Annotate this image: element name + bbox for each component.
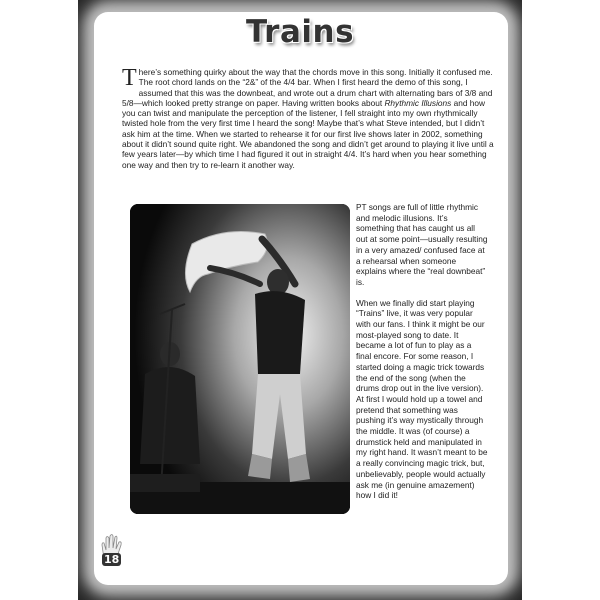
intro-text-start: here’s something quirky about the way that the chords move in this song. Initially it confused me. The root chord lands on the “2&” of the 4/4 bar. When I first heard the demo of this song, I assumed that this was the downbeat, and wrote out a drum chart with alternating bars of 3/8 and 5/8—which looked pretty strange on paper. Having written books about: [122, 67, 493, 108]
intro-paragraph: [122, 67, 496, 170]
drop-cap: T: [122, 65, 137, 91]
concert-photo: [130, 204, 350, 514]
book-title-italic: Rhythmic Illusions: [384, 97, 452, 108]
column-paragraph-2: When we finally did start playing “Trains” live, it was very popular with our fans. I think it might be our most-played song to date. It became a lot of fun to play as a final encore. For some reason, I started doing a magic trick towards the end of the song (when the drums drop out in the live version). At first I would hold up a towel and pretend that something was pushing it’s way mystically through the middle. It was (of course) a drumstick held and manipulated in my right hand. It wasn’t meant to be a really convincing magic trick, but, unbelievably, people would actually ask me (in genuine amazement) how I did it!: [356, 297, 488, 501]
page-number: 18: [104, 553, 120, 566]
book-page: [78, 0, 522, 600]
column-paragraph-1: PT songs are full of little rhythmic and melodic illusions. It’s something that has caught us all out at some point—usually resulting in a very amazed/ confused face at a rehearsal when someone explains where the “real downbeat” is.: [356, 202, 488, 287]
intro-text-end: and how you can twist and manipulate the perception of the listener, I fell straight into my own rhythmically twisted hole from the very first time I heard the song! Maybe that’s what Steve intended, but I didn’t ask him at the time. When we started to rehearse it for our first live shows later in 2002, something about it didn’t sound quite right. We abandoned the song and didn’t get around to playing it live until a few years later—by which time I had figured it out in straight 4/4. It’s hard when you hear something one way and then try to re-learn it another way.: [122, 97, 494, 170]
concert-photo-image: [130, 204, 350, 514]
page-number-badge: [98, 533, 126, 573]
side-column: [356, 202, 488, 511]
page-title: Trains: [245, 14, 355, 50]
